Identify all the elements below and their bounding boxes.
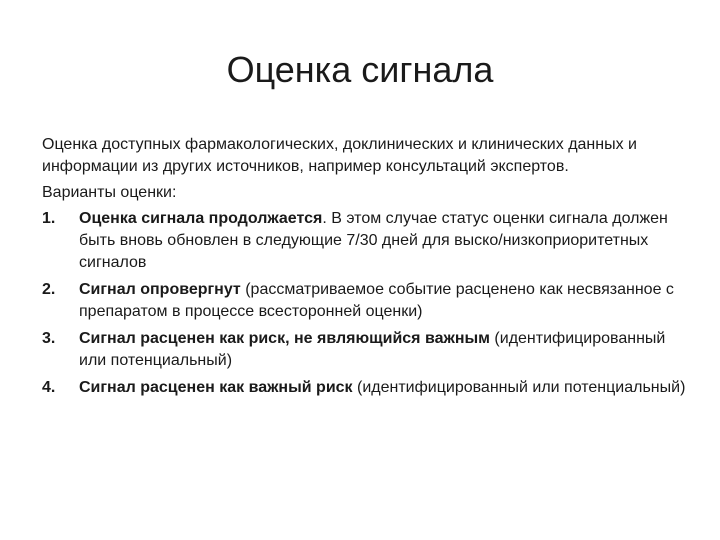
options-list	[42, 208, 692, 399]
list-item	[42, 328, 692, 372]
options-heading: Варианты оценки:	[42, 184, 177, 201]
list-item-number: 1.	[42, 210, 56, 227]
list-item	[42, 377, 692, 399]
list-item	[42, 279, 692, 323]
slide-title: Оценка сигнала	[226, 49, 494, 90]
list-item-text: . В этом случае статус оценки сигнала должен быть вновь обновлен в следующие 7/30 дней для выско/низкоприоритетных сигналов	[79, 210, 668, 271]
list-item-bold-text: Оценка сигнала продолжается	[79, 210, 323, 227]
slide-body	[42, 134, 692, 404]
list-item-bold-text: Сигнал расценен как важный риск	[79, 379, 353, 396]
list-item-number: 2.	[42, 281, 56, 298]
intro-paragraph: Оценка доступных фармакологических, доклинических и клинических данных и информации из других источников, например консультаций экспертов.	[42, 136, 637, 175]
list-item-number: 3.	[42, 330, 56, 347]
list-item	[42, 208, 692, 274]
list-item-number: 4.	[42, 379, 56, 396]
list-item-text: (рассматриваемое событие расценено как несвязанное с препаратом в процессе всесторонней оценки)	[79, 281, 674, 320]
list-item-text: (идентифицированный или потенциальный)	[352, 379, 686, 396]
list-item-text: (идентифицированный или потенциальный)	[79, 330, 666, 369]
list-item-bold-text: Сигнал опровергнут	[79, 281, 241, 298]
list-item-bold-text: Сигнал расценен как риск, не являющийся важным	[79, 330, 490, 347]
